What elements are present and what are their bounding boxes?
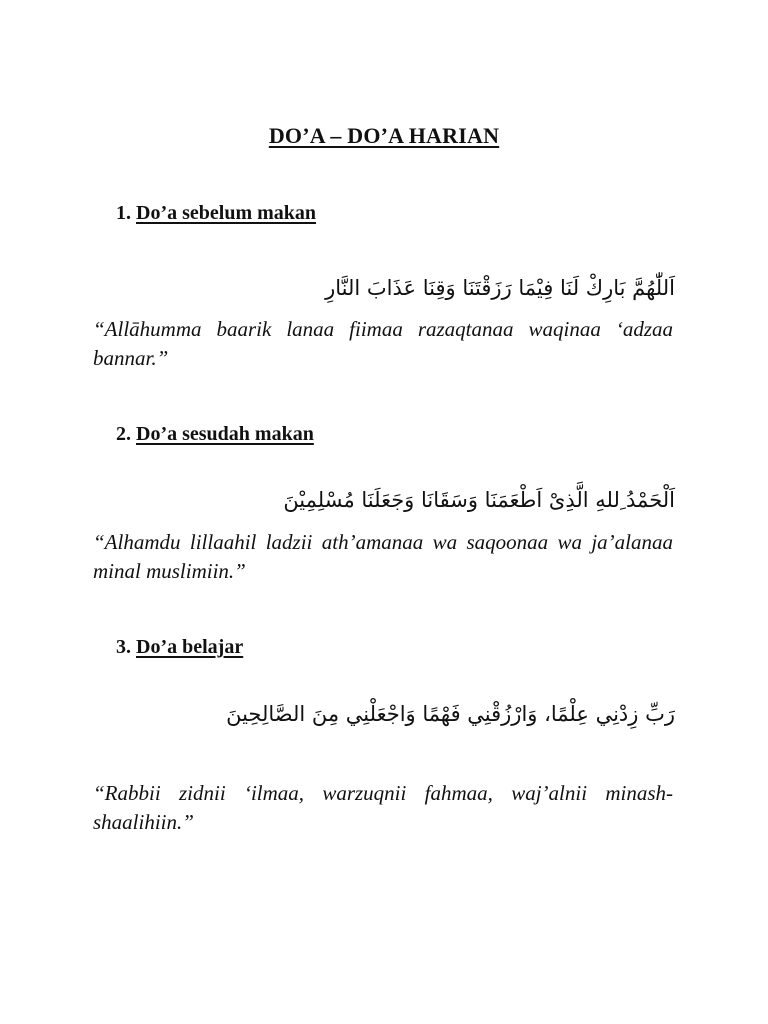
transliteration-2: “Alhamdu lillaahil ladzii ath’amanaa wa saqoonaa wa ja’alanaa minal muslimiin.” — [93, 530, 673, 583]
section-number: 3. — [116, 636, 131, 658]
page-title: DO’A – DO’A HARIAN — [268, 123, 500, 148]
transliteration-1: “Allāhumma baarik lanaa fiimaa razaqtanaa waqinaa ‘adzaa bannar.” — [93, 317, 673, 370]
section-heading-3 — [116, 636, 243, 659]
section-label: Do’a belajar — [136, 636, 244, 658]
section-label: Do’a sebelum makan — [136, 202, 317, 224]
section-number: 1. — [116, 202, 131, 224]
section-heading-1 — [116, 202, 316, 225]
section-label: Do’a sesudah makan — [136, 423, 314, 445]
transliteration-3: “Rabbii zidnii ‘ilmaa, warzuqnii fahmaa, waj’alnii minash-shaalihiin.” — [93, 781, 673, 834]
arabic-prayer-2: اَلْحَمْدُ ِللهِ الَّذِىْ اَطْعَمَنَا وَسَقَانَا وَجَعَلَنَا مُسْلِمِيْنَ — [283, 488, 675, 512]
arabic-prayer-1: اَللّٰهُمَّ بَارِكْ لَنَا فِيْمَا رَزَقْتَنَا وَقِنَا عَذَابَ النَّارِ — [325, 276, 675, 300]
arabic-prayer-3: رَبِّ زِدْنِي عِلْمًا، وَارْزُقْنِي فَهْمًا وَاجْعَلْنِي مِنَ الصَّالِحِينَ — [226, 702, 675, 726]
section-number: 2. — [116, 423, 131, 445]
section-heading-2 — [116, 423, 314, 446]
